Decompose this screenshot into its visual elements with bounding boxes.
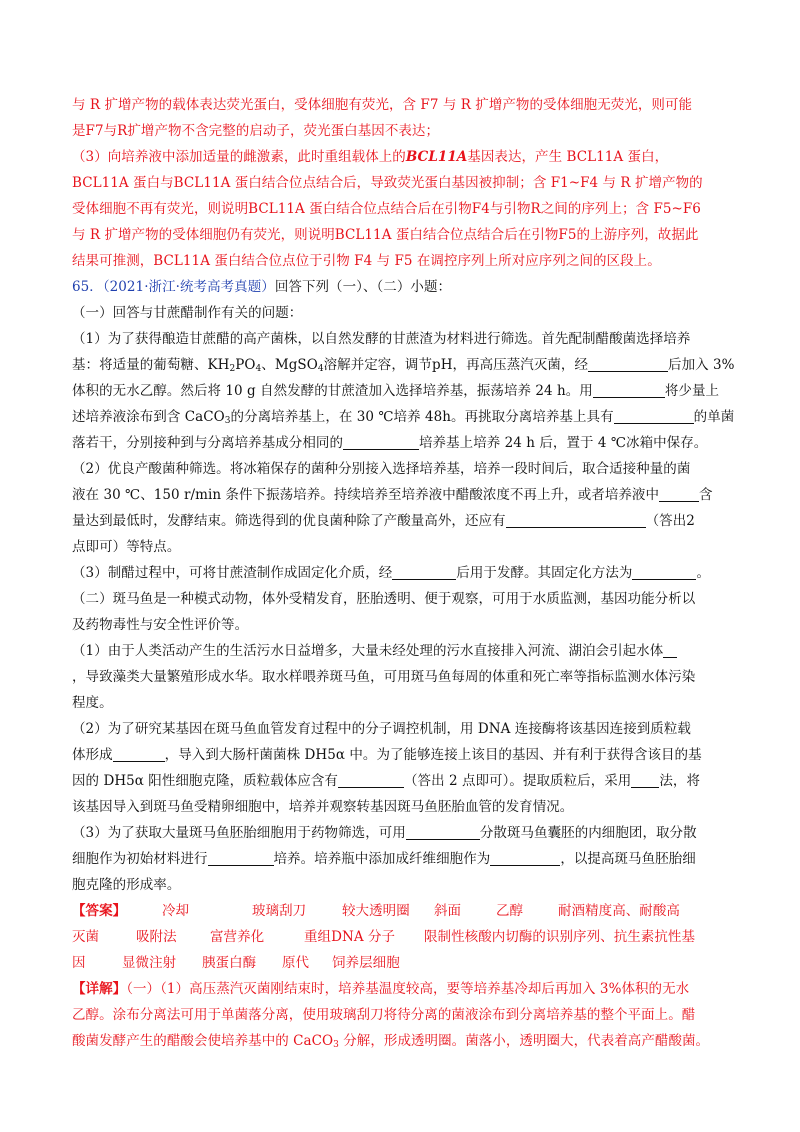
answer-item: 显微注射 [122, 955, 177, 971]
question-line [72, 846, 732, 872]
question-line [72, 404, 735, 430]
text: 体形成 [72, 747, 113, 763]
question-line [72, 820, 732, 846]
text: 溶解并定容，调节pH，再高压蒸汽灭菌，经 [323, 357, 589, 373]
text: （3）制醋过程中，可将甘蔗渣制作成固定化介质，经 [72, 565, 393, 581]
detail-line [72, 1028, 732, 1054]
gene-name: BCL11A [405, 149, 468, 165]
answer-blank[interactable] [113, 746, 165, 762]
question-line [72, 768, 732, 794]
answer-blank[interactable] [593, 382, 665, 398]
answer-blank[interactable] [632, 564, 696, 580]
question-line: （1）为了获得酿造甘蔗醋的高产菌株，以自然发酵的甘蔗渣为材料进行筛选。首先配制醋酸菌选择培养 [72, 331, 691, 347]
answer-blank[interactable] [208, 850, 274, 866]
text: 分解，形成透明圈。菌落小，透明圈大，代表着高产醋酸菌。 [338, 1033, 710, 1049]
question-line [72, 742, 732, 768]
question-line: 胞克隆的形成率。 [72, 877, 181, 893]
text: 的单菌 [693, 409, 735, 425]
text: （答出2 [645, 513, 695, 529]
text: PO [235, 357, 256, 373]
text: 量达到最低时，发酵结束。筛选得到的优良菌种除了产酸量高外，还应有 [72, 513, 506, 529]
answer-item: 冷却 [162, 903, 190, 919]
answer-item: 重组DNA 分子 [304, 929, 396, 945]
question-line: 该基因导入到斑马鱼受精卵细胞中，培养并观察转基因斑马鱼胚胎血管的发育情况。 [72, 799, 574, 815]
answer-item: 玻璃刮刀 [252, 903, 307, 919]
answer-blank[interactable] [343, 434, 419, 450]
answer-item: 斜面 [434, 903, 462, 919]
text: （1）由于人类活动产生的生活污水日益增多，大量未经处理的污水直接排入河流、湖泊会引起水体 [72, 643, 664, 659]
question-line: 点即可）等特点。 [72, 539, 181, 555]
question-line [72, 352, 735, 378]
question-source: （2021·浙江·统考高考真题） [102, 279, 275, 295]
text: 述培养液涂布到含 CaCO [72, 409, 225, 425]
text: 将少量上 [664, 383, 720, 399]
text: 。 [696, 565, 711, 581]
prev-answer-line: 与 R 扩增产物的载体表达荧光蛋白，受体细胞有荧光，含 F7 与 R 扩增产物的受体细胞无荧光，则可能 [72, 97, 693, 113]
text: 细胞作为初始材料进行 [72, 851, 208, 867]
text: 培养基上培养 24 h 后，置于 4 ℃冰箱中保存。 [419, 435, 708, 451]
text: 酸菌发酵产生的醋酸会使培养基中的 CaCO [72, 1033, 334, 1049]
text: 落若干，分别接种到与分离培养基成分相同的 [72, 435, 343, 451]
question-header [72, 274, 732, 300]
prev-answer-line: 是F7与R扩增产物不含完整的启动子，荧光蛋白基因不表达； [72, 123, 440, 139]
answer-blank[interactable] [406, 824, 480, 840]
text: 法，将 [659, 773, 701, 789]
answer-item: 原代 [282, 955, 310, 971]
text: 因的 DH5α 阳性细胞克隆，质粒载体应含有 [72, 773, 338, 789]
text: （一）（1）高压蒸汽灭菌刚结束时，培养基温度较高，要等培养基冷却后再加入 3%体积的无水 [126, 981, 690, 997]
section-title: （二）斑马鱼是一种模式动物，体外受精发育，胚胎透明、便于观察，可用于水质监测，基因功能分析以 [72, 591, 696, 607]
answer-blank[interactable] [659, 486, 699, 502]
answer-item: 较大透明圈 [342, 903, 410, 919]
text: 后用于发酵。其固定化方法为 [456, 565, 633, 581]
question-line: ，导致藻类大量繁殖形成水华。取水样喂养斑马鱼，可用斑马鱼每周的体重和死亡率等指标监测水体污染 [72, 669, 696, 685]
question-line [72, 430, 732, 456]
text: （3）为了获取大量斑马鱼胚胎细胞用于药物筛选，可用 [72, 825, 406, 841]
answer-blank[interactable] [631, 772, 659, 788]
text: 分散斑马鱼囊胚的内细胞团，取分散 [479, 825, 697, 841]
prev-answer-line: 受体细胞不再有荧光，则说明BCL11A 蛋白结合位点结合后在引物F4与引物R之间的序列上；含 F5~F6 [72, 201, 701, 217]
prev-answer-line: 与 R 扩增产物的受体细胞仍有荧光，则说明BCL11A 蛋白结合位点结合后在引物F5的上游序列，故据此 [72, 227, 699, 243]
question-line [72, 378, 732, 404]
question-line [72, 508, 732, 534]
question-line: 程度。 [72, 695, 113, 711]
text: ，导入到大肠杆菌菌株 DH5α 中。为了能够连接上该目的基因、并有利于获得含该目的基 [164, 747, 702, 763]
text: 后加入 3% [668, 357, 735, 373]
text: 体积的无水乙醇。然后将 10 g 自然发酵的甘蔗渣加入选择培养基，振荡培养 24 h。用 [72, 383, 593, 399]
answer-blank[interactable] [588, 356, 668, 372]
text: 的分离培养基上，在 30 ℃培养 48h。再挑取分离培养基上具有 [230, 409, 614, 425]
answer-blank[interactable] [338, 772, 404, 788]
text: 培养。培养瓶中添加成纤维细胞作为 [273, 851, 491, 867]
question-line [72, 560, 732, 586]
text: 、MgSO [261, 357, 318, 373]
answer-item: 吸附法 [136, 929, 177, 945]
detail-line [72, 976, 732, 1002]
question-line: （2）为了研究某基因在斑马鱼血管发育过程中的分子调控机制，用 DNA 连接酶将该基因连接到质粒载 [72, 721, 691, 737]
text: 基因表达，产生 BCL11A 蛋白， [467, 149, 669, 165]
answer-item: 富营养化 [210, 929, 265, 945]
answer-item: 乙醇 [496, 903, 524, 919]
prev-answer-line: BCL11A 蛋白与BCL11A 蛋白结合位点结合后，导致荧光蛋白基因被抑制；含 F1~F4 与 R 扩增产物的 [72, 175, 703, 191]
subscript: 2 [229, 364, 236, 374]
answer-blank[interactable] [506, 512, 646, 528]
answer-blank[interactable] [614, 408, 694, 424]
text: 液在 30 ℃、150 r/min 条件下振荡培养。持续培养至培养液中醋酸浓度不再上升，或者培养液中 [72, 487, 660, 503]
prev-answer-line [72, 144, 732, 170]
question-line: （2）优良产酸菌种筛选。将冰箱保存的菌种分别接入选择培养基，培养一段时间后，取合适接种量的菌 [72, 461, 691, 477]
question-line [72, 482, 732, 508]
text: ，以提高斑马鱼胚胎细 [560, 851, 696, 867]
answer-label: 【答案】 [72, 903, 127, 919]
answer-item: 限制性核酸内切酶的识别序列、抗生素抗性基 [424, 929, 695, 945]
answer-line [72, 898, 732, 924]
detail-label: 【详解】 [72, 981, 127, 997]
answer-item: 因 [72, 955, 86, 971]
subscript: 3 [224, 416, 231, 426]
answer-item: 胰蛋白酶 [202, 955, 257, 971]
subscript: 4 [255, 364, 262, 374]
question-line: 及药物毒性与安全性评价等。 [72, 617, 249, 633]
answer-blank[interactable] [490, 850, 560, 866]
answer-blank[interactable] [392, 564, 456, 580]
question-line [72, 638, 732, 664]
detail-line: 乙醇。涂布分离法可用于单菌落分离，使用玻璃刮刀将待分离的菌液涂布到分离培养基的整个平面上。醋 [72, 1007, 696, 1023]
subscript: 3 [333, 1040, 339, 1050]
answer-line [72, 924, 732, 950]
subscript: 4 [317, 364, 324, 374]
text: （3）向培养液中添加适量的雌激素，此时重组载体上的 [72, 149, 406, 165]
question-number: 65． [72, 279, 103, 295]
answer-line [72, 950, 732, 976]
answer-blank[interactable] [663, 642, 677, 658]
text: （答出 2 点即可）。提取质粒后，采用 [403, 773, 632, 789]
prev-answer-line: 结果可推测，BCL11A 蛋白结合位点位于引物 F4 与 F5 在调控序列上所对应序列之间的区段上。 [72, 253, 661, 269]
text: 含 [699, 487, 713, 503]
section-title: （一）回答与甘蔗醋制作有关的问题： [72, 305, 303, 321]
answer-item: 饲养层细胞 [332, 955, 400, 971]
answer-item: 灭菌 [72, 929, 100, 945]
document-body [72, 92, 735, 1054]
question-intro: 回答下列（一）、（二）小题： [274, 279, 452, 295]
answer-item: 耐酒精度高、耐酸高 [558, 903, 680, 919]
text: 基：将适量的葡萄糖、KH [72, 357, 230, 373]
